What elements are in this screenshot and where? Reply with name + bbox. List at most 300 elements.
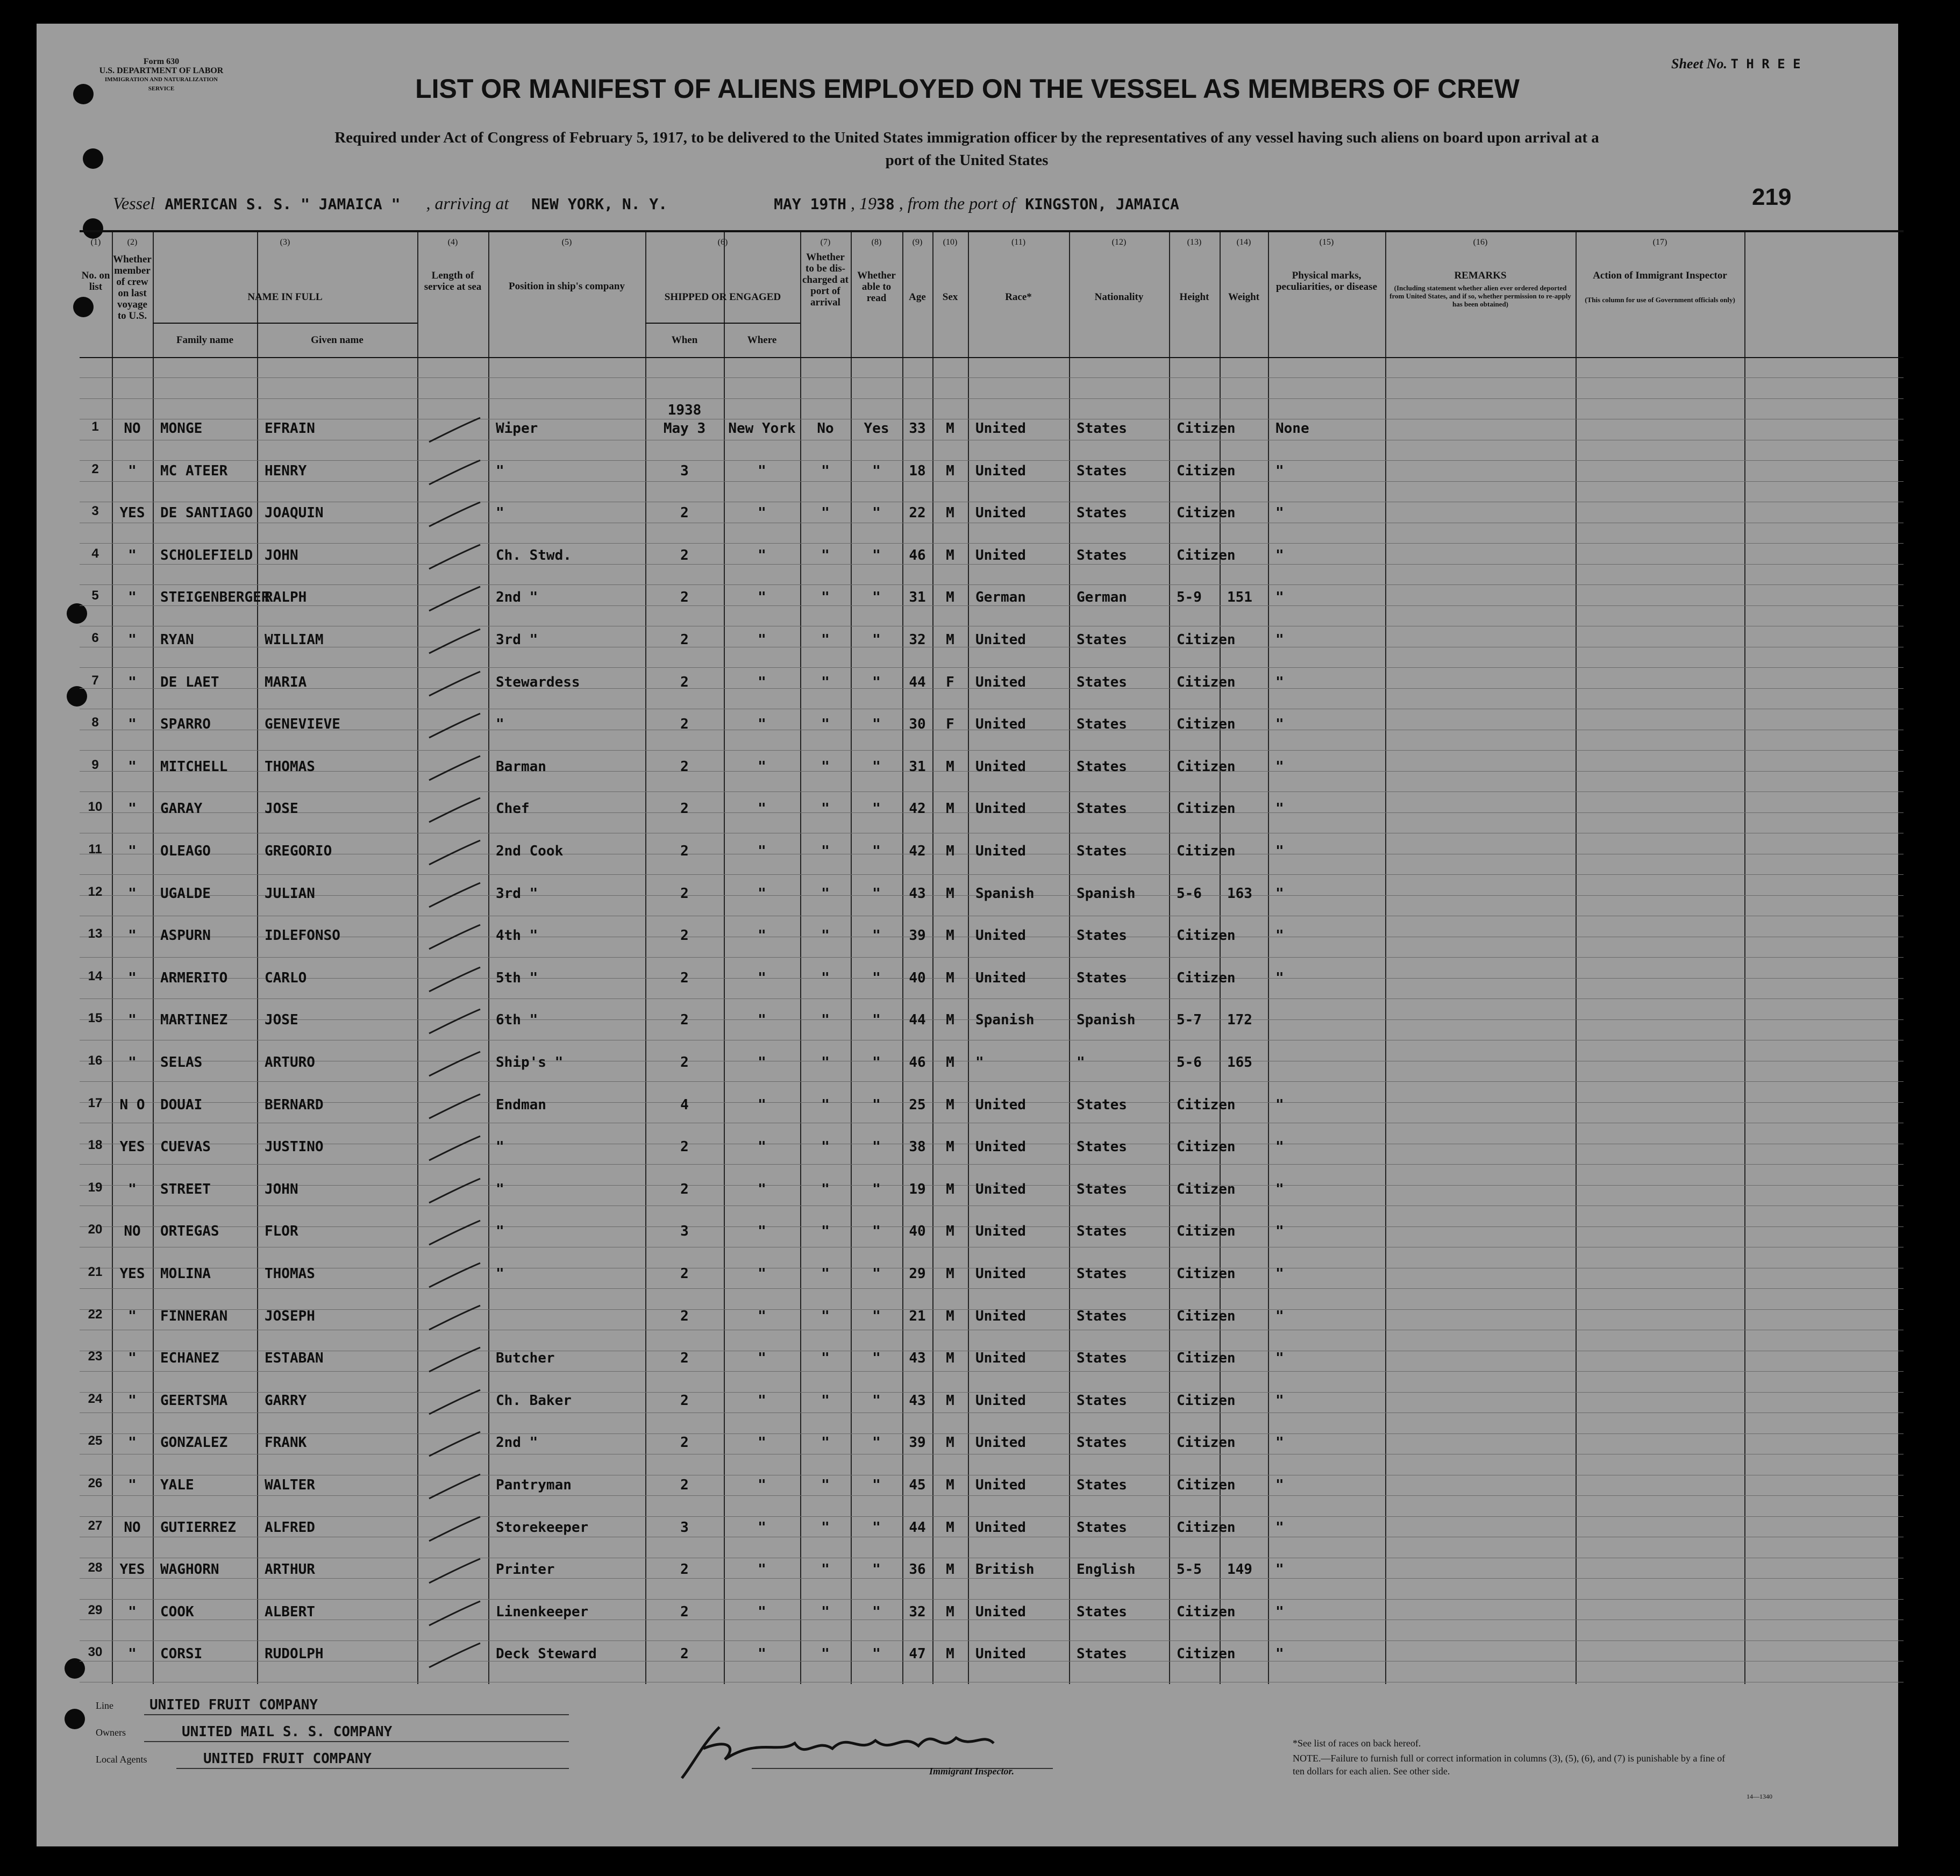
row-number: 12 [88,884,103,899]
cell-race: United [975,843,1026,859]
checkmark-icon [424,880,483,912]
column-number: (15) [1319,238,1334,247]
cell-nat: States [1077,1520,1127,1536]
ruled-line [80,1288,1904,1289]
checkmark-icon [424,753,483,786]
cell-nat: English [1077,1561,1136,1578]
column-rule [1069,232,1070,1684]
ruled-line [80,377,1904,378]
cell-phys: " [1275,1139,1284,1155]
cell-nat: States [1077,1477,1127,1493]
row-number: 10 [88,800,103,814]
row-number: 16 [88,1053,103,1068]
cell-race: United [975,970,1026,986]
cell-age: 39 [909,1435,926,1451]
cell-sex: M [946,1435,954,1451]
table-row [80,842,1904,864]
cell-disch: " [821,928,830,944]
cell-age: 31 [909,589,926,605]
punch-hole [65,1709,85,1729]
cell-sex: F [946,674,954,690]
cell-given: GARRY [265,1393,307,1409]
header-physical: Physical marks, peculiarities, or disease [1275,270,1378,293]
cell-where: " [758,928,766,944]
cell-nat: States [1077,632,1127,648]
cell-sex: M [946,589,954,605]
cell-age: 42 [909,801,926,817]
cell-nat: States [1077,1181,1127,1197]
checkmark-icon [424,542,483,574]
cell-where: " [758,716,766,732]
checkmark-icon [424,1472,483,1504]
cell-nat: Spanish [1077,886,1136,902]
row-number: 23 [88,1349,103,1364]
column-number: (14) [1236,238,1251,247]
cell-where: " [758,843,766,859]
cell-last: " [128,1181,137,1197]
cell-when: 2 [680,1604,689,1620]
cell-given: MARIA [265,674,307,690]
column-rule [1268,232,1269,1684]
cell-last: " [128,1477,137,1493]
cell-read: " [872,1604,881,1620]
ruled-line [80,750,1904,751]
cell-last: " [128,463,137,479]
cell-sex: M [946,505,954,521]
cell-family: ORTEGAS [160,1223,219,1239]
cell-where: " [758,674,766,690]
row-number: 8 [91,715,99,730]
cell-when: 3 [680,463,689,479]
cell-disch: " [821,1561,830,1578]
row-number: 24 [88,1392,103,1406]
cell-last: " [128,1350,137,1366]
cell-height: Citizen [1177,928,1236,944]
cell-given: ARTHUR [265,1561,315,1578]
column-rule [968,232,969,1684]
cell-given: WALTER [265,1477,315,1493]
header-height: Height [1179,291,1209,303]
ruled-line [80,998,1904,999]
cell-sex: M [946,886,954,902]
header-race: Race* [1005,291,1032,303]
cell-read: " [872,1393,881,1409]
cell-family: CORSI [160,1646,203,1662]
header-sex: Sex [942,291,958,303]
cell-pos: " [496,716,504,732]
cell-family: SPARRO [160,716,211,732]
cell-sex: M [946,547,954,563]
cell-disch: " [821,505,830,521]
cell-pos: Endman [496,1097,546,1113]
cell-pos: 3rd " [496,886,538,902]
cell-last: " [128,674,137,690]
table-row [80,1138,1904,1159]
cell-phys: " [1275,632,1284,648]
cell-race: United [975,928,1026,944]
cell-family: GONZALEZ [160,1435,228,1451]
cell-given: THOMAS [265,1266,315,1282]
cell-where: " [758,759,766,775]
cell-race: United [975,1646,1026,1662]
table-row [80,1053,1904,1075]
column-rule [112,232,113,1684]
ruled-line [80,1371,1904,1372]
cell-pos: Barman [496,759,546,775]
cell-pos: 2nd " [496,589,538,605]
cell-height: Citizen [1177,1435,1236,1451]
cell-read: " [872,1520,881,1536]
cell-family: ECHANEZ [160,1350,219,1366]
cell-age: 43 [909,886,926,902]
table-row [80,715,1904,737]
cell-sex: M [946,1054,954,1071]
inspector-signature [671,1716,1091,1786]
cell-where: " [758,1646,766,1662]
cell-nat: States [1077,843,1127,859]
header-given-name: Given name [311,334,364,346]
cell-given: RALPH [265,589,307,605]
cell-height: Citizen [1177,1266,1236,1282]
ruled-line [80,957,1904,958]
cell-disch: " [821,1097,830,1113]
cell-race: United [975,1181,1026,1197]
cell-where: " [758,463,766,479]
table-row [80,588,1904,610]
cell-when: 2 [680,1139,689,1155]
row-number: 5 [91,588,99,603]
header-position: Position in ship's company [509,281,625,292]
cell-phys: " [1275,1266,1284,1282]
column-number: (17) [1652,238,1667,247]
cell-read: " [872,1054,881,1071]
cell-height: Citizen [1177,1350,1236,1366]
cell-race: German [975,589,1026,605]
checkmark-icon [424,1556,483,1588]
cell-height: Citizen [1177,1604,1236,1620]
column-rule [1220,232,1221,1684]
cell-last: " [128,886,137,902]
table-row [80,402,1904,441]
owners-label: Owners [96,1727,126,1738]
cell-given: FRANK [265,1435,307,1451]
cell-weight: 151 [1227,589,1252,605]
table-row [80,1518,1904,1540]
cell-pos: " [496,1181,504,1197]
cell-given: ALBERT [265,1604,315,1620]
cell-when: 3 [680,1520,689,1536]
cell-when: 2 [680,1350,689,1366]
header-rule [645,323,800,324]
cell-sex: M [946,928,954,944]
cell-age: 21 [909,1308,926,1324]
checkmark-icon [424,1007,483,1039]
vessel-line [113,194,1179,213]
ruled-line [80,1164,1904,1165]
cell-family: CUEVAS [160,1139,211,1155]
header-shipped: SHIPPED OR ENGAGED [664,291,781,303]
cell-family: MOLINA [160,1266,211,1282]
cell-phys: " [1275,674,1284,690]
cell-read: " [872,801,881,817]
cell-pos: " [496,1139,504,1155]
arrival-year: 38 [876,195,895,213]
arriving-port: NEW YORK, N. Y. [531,195,668,213]
column-number: (16) [1473,238,1488,247]
cell-disch: " [821,1477,830,1493]
cell-disch: " [821,716,830,732]
header-when: When [671,334,698,346]
checkmark-icon [424,1092,483,1124]
cell-disch: " [821,759,830,775]
cell-where: " [758,1604,766,1620]
cell-race: United [975,716,1026,732]
header-no-on-list: No. on list [81,270,110,293]
cell-height: Citizen [1177,759,1236,775]
cell-age: 31 [909,759,926,775]
cell-phys: " [1275,1181,1284,1197]
checkmark-icon [424,1514,483,1546]
checkmark-icon [424,711,483,743]
line-value: UNITED FRUIT COMPANY [149,1697,318,1713]
subtitle-line-2: port of the United States [885,152,1049,169]
cell-given: WILLIAM [265,632,324,648]
cell-where: " [758,801,766,817]
cell-height: Citizen [1177,632,1236,648]
cell-pos: Stewardess [496,674,580,690]
cell-disch: " [821,1350,830,1366]
column-rule [257,232,258,1684]
sheet-label: Sheet No. [1671,56,1727,72]
cell-where: " [758,1097,766,1113]
cell-pos: Ch. Stwd. [496,547,572,563]
table-row [80,1392,1904,1413]
cell-phys: " [1275,547,1284,563]
table-row [80,1180,1904,1202]
column-number: (3) [280,238,290,247]
cell-nat: States [1077,1308,1127,1324]
cell-height: Citizen [1177,674,1236,690]
cell-when: 2 [680,1561,689,1578]
cell-where: " [758,1393,766,1409]
cell-weight: 149 [1227,1561,1252,1578]
column-number: (10) [943,238,958,247]
cell-nat: States [1077,716,1127,732]
cell-read: " [872,463,881,479]
checkmark-icon [424,922,483,954]
cell-age: 33 [909,420,926,437]
cell-given: EFRAIN [265,420,315,437]
cell-family: STEIGENBERGER [160,589,270,605]
cell-race: " [975,1054,984,1071]
cell-nat: States [1077,463,1127,479]
column-number: (13) [1187,238,1202,247]
cell-when: 2 [680,1646,689,1662]
cell-height: 5-5 [1177,1561,1202,1578]
cell-sex: M [946,1012,954,1028]
cell-nat: States [1077,547,1127,563]
cell-race: United [975,505,1026,521]
cell-phys: " [1275,1435,1284,1451]
column-rule [645,232,646,1684]
cell-last: " [128,1054,137,1071]
cell-race: United [975,632,1026,648]
cell-read: " [872,1012,881,1028]
cell-when: 2 [680,886,689,902]
cell-nat: States [1077,1604,1127,1620]
checkmark-icon [424,965,483,997]
cell-sex: M [946,1646,954,1662]
cell-height: Citizen [1177,801,1236,817]
checkmark-icon [424,669,483,701]
cell-phys: " [1275,1520,1284,1536]
row-number: 25 [88,1433,103,1448]
cell-weight: 165 [1227,1054,1252,1071]
checkmark-icon [424,1640,483,1673]
table-row [80,1349,1904,1371]
cell-disch: " [821,801,830,817]
cell-where: " [758,1308,766,1324]
cell-disch: " [821,1646,830,1662]
signature-icon [671,1716,1091,1786]
checkmark-icon [424,1599,483,1631]
cell-family: RYAN [160,632,194,648]
column-rule [1576,232,1577,1684]
header-rule [80,357,1904,358]
cell-height: 5-6 [1177,886,1202,902]
row-number: 22 [88,1307,103,1322]
cell-nat: States [1077,1223,1127,1239]
cell-where: New York [728,420,796,437]
cell-sex: M [946,1604,954,1620]
cell-given: JOHN [265,547,298,563]
cell-race: United [975,1308,1026,1324]
cell-disch: " [821,1308,830,1324]
cell-where: " [758,589,766,605]
cell-last: " [128,716,137,732]
cell-when: 2 [680,801,689,817]
cell-where: " [758,1012,766,1028]
cell-phys: " [1275,505,1284,521]
cell-last: " [128,1604,137,1620]
cell-age: 46 [909,1054,926,1071]
ruled-line [80,667,1904,668]
cell-age: 39 [909,928,926,944]
cell-sex: M [946,1520,954,1536]
cell-height: Citizen [1177,1646,1236,1662]
cell-age: 47 [909,1646,926,1662]
header-remarks: REMARKS [1454,270,1507,281]
cell-age: 40 [909,970,926,986]
cell-nat: States [1077,1646,1127,1662]
column-rule [800,232,801,1684]
cell-given: THOMAS [265,759,315,775]
row-number: 20 [88,1222,103,1237]
cell-given: JOSE [265,801,298,817]
cell-family: GARAY [160,801,203,817]
cell-read: " [872,716,881,732]
cell-read: " [872,1646,881,1662]
cell-height: Citizen [1177,463,1236,479]
column-rule [932,232,933,1684]
cell-sex: F [946,716,954,732]
cell-height: 5-7 [1177,1012,1202,1028]
ruled-line [80,543,1904,544]
table-row [80,1560,1904,1582]
cell-where: " [758,1054,766,1071]
sheet-number [1671,56,1801,72]
header-rule [153,323,417,324]
column-rule [851,232,852,1684]
checkmark-icon [424,584,483,616]
cell-disch: " [821,1393,830,1409]
cell-disch: " [821,1520,830,1536]
cell-pos: 4th " [496,928,538,944]
cell-last: " [128,1393,137,1409]
cell-last: " [128,801,137,817]
cell-last: NO [124,1520,141,1536]
cell-phys: " [1275,1477,1284,1493]
crew-table [80,232,1904,1684]
cell-last: " [128,1308,137,1324]
cell-disch: " [821,674,830,690]
cell-disch: " [821,1012,830,1028]
column-rule [1744,232,1745,1684]
cell-pos: 5th " [496,970,538,986]
table-row [80,1096,1904,1117]
cell-nat: States [1077,1435,1127,1451]
header-name-in-full: NAME IN FULL [247,291,323,303]
cell-given: FLOR [265,1223,298,1239]
table-row [80,631,1904,652]
header-action-note: (This column for use of Government officials only) [1585,296,1735,304]
cell-age: 45 [909,1477,926,1493]
header-nationality: Nationality [1094,291,1144,303]
ruled-line [80,791,1904,792]
row-number: 26 [88,1476,103,1490]
cell-given: RUDOLPH [265,1646,324,1662]
cell-family: STREET [160,1181,211,1197]
cell-where: " [758,1477,766,1493]
ruled-line [80,1599,1904,1600]
cell-read: " [872,1308,881,1324]
cell-last: NO [124,1223,141,1239]
cell-where: " [758,1561,766,1578]
cell-given: JUSTINO [265,1139,324,1155]
cell-when: 2 [680,716,689,732]
row-number: 11 [88,842,102,857]
cell-phys: " [1275,1308,1284,1324]
column-number: (4) [447,238,458,247]
cell-last: N O [119,1097,145,1113]
cell-nat: States [1077,505,1127,521]
cell-last: " [128,1435,137,1451]
cell-race: United [975,801,1026,817]
cell-when: 2 [680,1266,689,1282]
cell-phys: " [1275,801,1284,817]
table-row [80,546,1904,568]
department: U.S. DEPARTMENT OF LABOR [99,66,224,75]
page-title: LIST OR MANIFEST OF ALIENS EMPLOYED ON THE VESSEL AS MEMBERS OF CREW [415,74,1520,104]
cell-height: Citizen [1177,1393,1236,1409]
subtitle-line-1: Required under Act of Congress of February 5, 1917, to be delivered to the United States immigration officer by the representatives of any vessel having such aliens on board upon arrival at a [334,129,1599,146]
manifest-sheet [37,24,1898,1846]
cell-disch: No [817,420,834,437]
cell-height: Citizen [1177,505,1236,521]
cell-sex: M [946,1350,954,1366]
cell-age: 38 [909,1139,926,1155]
cell-height: 5-6 [1177,1054,1202,1071]
